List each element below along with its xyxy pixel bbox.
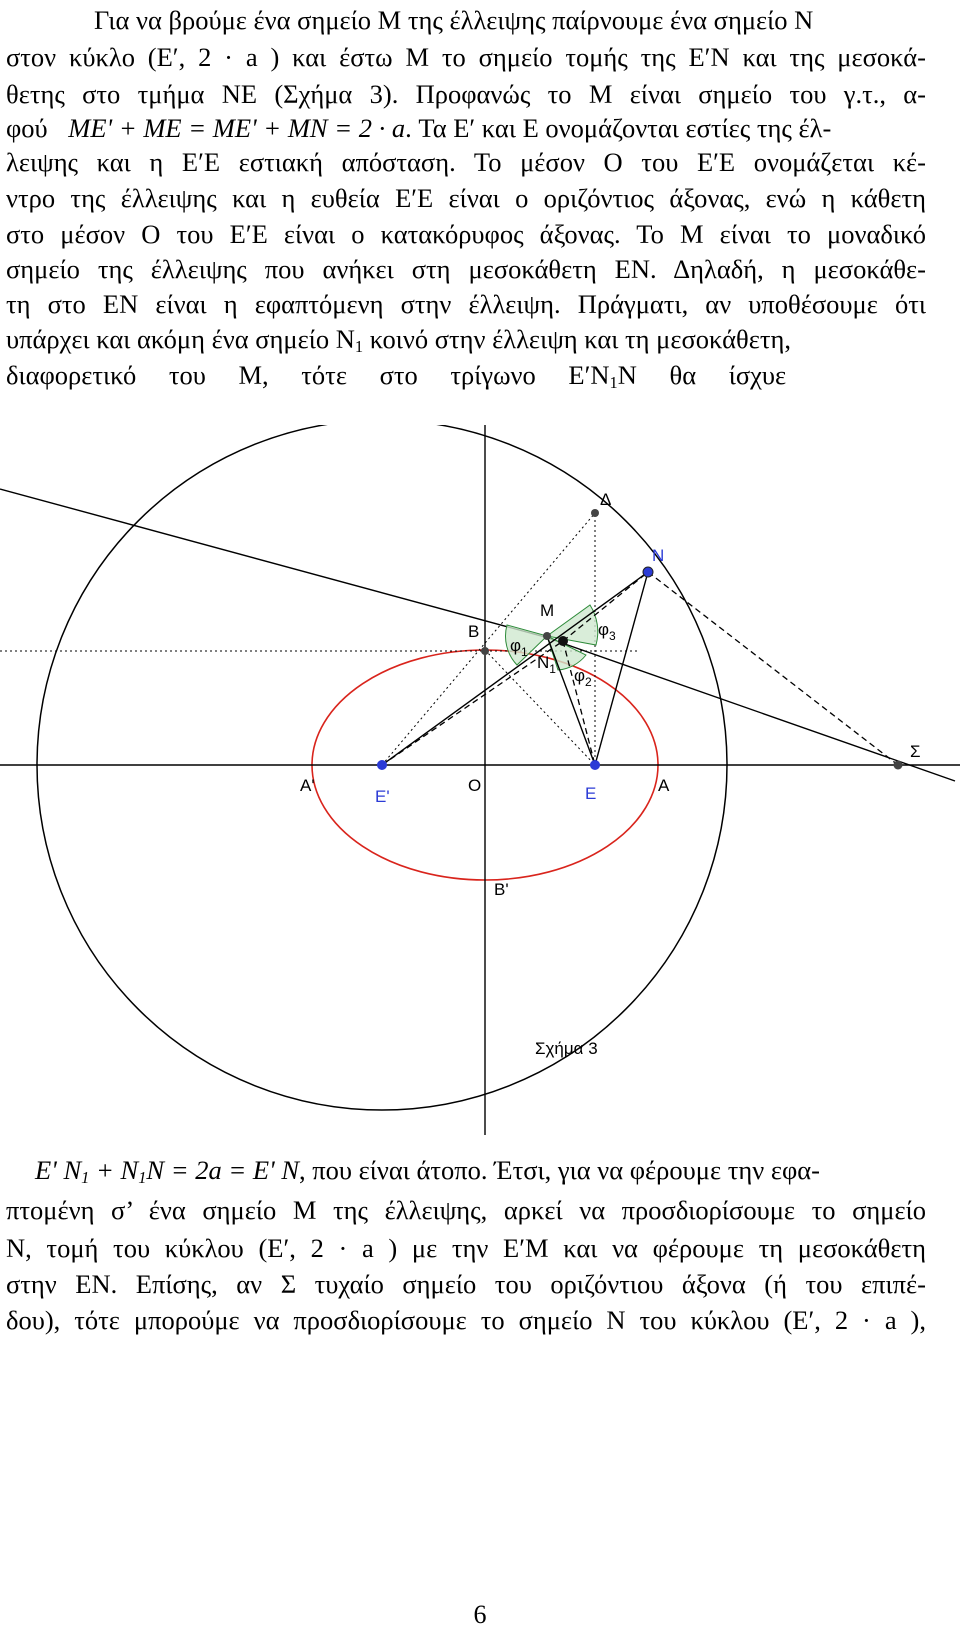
label-a: A [658, 776, 670, 795]
label-a-prime: A' [300, 776, 315, 795]
text-line: στο μέσον Ο του Ε′Ε είναι ο κατακόρυφος άξονας. Το Μ είναι το μοναδικό [6, 219, 926, 249]
line-e-prime-n [382, 572, 648, 765]
figure-caption: Σχήμα 3 [535, 1039, 598, 1058]
text-line: τη στο ΕΝ είναι η εφαπτόμενη στην έλλειψη. Πράγματι, αν υποθέσουμε ότι [6, 289, 926, 319]
line-through-b [0, 489, 545, 637]
label-b-prime: B' [494, 880, 509, 899]
label-o: O [468, 776, 482, 795]
text-fragment: φού [6, 113, 48, 143]
text-line [6, 319, 926, 359]
text-line-formula [35, 1150, 925, 1190]
point-delta [591, 509, 599, 517]
tangent-line [545, 637, 955, 781]
label-n1: $N_1$ [537, 653, 556, 676]
point-b [481, 647, 489, 655]
point-n [643, 567, 653, 577]
label-phi3: $\varphi_3$ [598, 620, 616, 643]
text-line: δου), τότε μπορούμε να προσδιορίσουμε το σημείο Ν του κύκλου (Ε′, 2 · a ), [6, 1305, 926, 1335]
text-line [6, 355, 926, 395]
subscript: 1 [354, 337, 364, 357]
label-e-prime: E' [375, 787, 390, 806]
text-fragment: κοινό στην έλλειψη και τη μεσοκάθετη, [363, 324, 791, 354]
text-line: Ν, τομή του κύκλου (Ε′, 2 · a ) με την Ε′Μ και να φέρουμε τη μεσοκάθετη [6, 1233, 926, 1263]
point-e [590, 760, 600, 770]
text-line: στον κύκλο (Ε′, 2 · a ) και έστω Μ το σημείο τομής της Ε′Ν και της μεσοκά- [6, 42, 926, 72]
point-m [543, 632, 551, 640]
label-phi1: $\varphi_1$ [510, 636, 528, 659]
label-phi2: $\varphi_2$ [574, 666, 592, 689]
text-line: σημείο της έλλειψης που ανήκει στη μεσοκάθετη ΕΝ. Δηλαδή, η μεσοκάθε- [6, 254, 926, 284]
text-line: στην ΕΝ. Επίσης, αν Σ τυχαίο σημείο του οριζόντιου άξονα (ή του επιπέ- [6, 1269, 926, 1299]
figure-3 [0, 425, 960, 1135]
text-line: πτομένη σ’ ένα σημείο Μ της έλλειψης, αρκεί να προσδιορίσουμε το σημείο [6, 1195, 926, 1225]
label-m: M [540, 601, 555, 620]
text-fragment: διαφορετικό του Μ, τότε στο τρίγωνο Ε′Ν [6, 360, 610, 390]
label-b: B [468, 622, 480, 641]
label-e: E [585, 784, 597, 803]
text-line: Για να βρούμε ένα σημείο Μ της έλλειψης παίρνουμε ένα σημείο Ν [94, 5, 814, 35]
point-sigma [894, 761, 903, 770]
dashed-e-prime-n1 [382, 641, 563, 765]
label-n: N [652, 546, 665, 565]
text-line: λειψης και η Ε′Ε εστιακή απόσταση. Το μέσον Ο του Ε′Ε ονομάζεται κέ- [6, 147, 926, 177]
point-e-prime [377, 760, 387, 770]
text-line: ντρο της έλλειψης και η ευθεία Ε′Ε είναι ο οριζόντιος άξονας, ενώ η κάθετη [6, 183, 926, 213]
label-delta: Δ [600, 490, 612, 509]
subscript: 1 [609, 373, 618, 393]
label-sigma: Σ [910, 742, 921, 761]
line-n-e [595, 572, 648, 765]
formula: E' $N_1 + N_1N = 2a = E'$ N [35, 1155, 300, 1188]
text-fragment: . Τα Ε′ και Ε ονομάζονται εστίες της έλ- [405, 113, 832, 143]
formula: ME' + ME = ME' + MN = 2 · a [68, 113, 406, 143]
page-number: 6 [473, 1600, 487, 1629]
text-fragment: υπάρχει και ακόμη ένα σημείο Ν [6, 324, 355, 354]
text-fragment: , που είναι άτοπο. Έτσι, για να φέρουμε την εφα- [299, 1155, 820, 1185]
text-fragment: Ν θα ίσχυε [617, 360, 787, 390]
point-n1 [558, 636, 568, 646]
text-line: θετης στο τμήμα ΝΕ (Σχήμα 3). Προφανώς το Μ είναι σημείο του γ.τ., α- [6, 79, 926, 109]
